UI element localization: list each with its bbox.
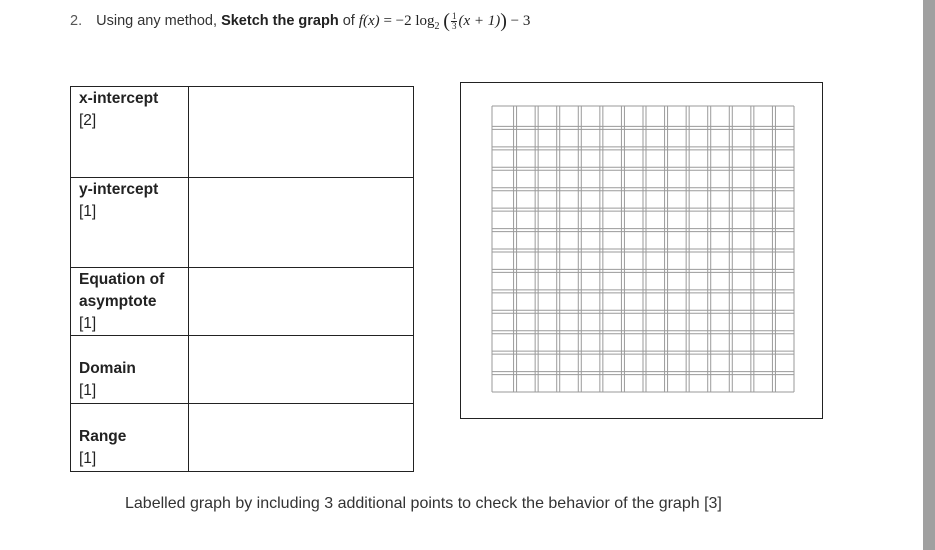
function-formula — [358, 10, 531, 32]
row-label — [71, 268, 189, 336]
fraction-numerator: 1 — [451, 11, 457, 22]
fraction-denominator: 3 — [451, 21, 457, 32]
fraction — [451, 12, 458, 31]
answer-cell-asymptote[interactable] — [188, 268, 413, 336]
graph-grid[interactable] — [461, 83, 822, 418]
graph-instruction: Labelled graph by including 3 additional points to check the behavior of the graph [3] — [125, 495, 722, 512]
row-label-text: x-intercept — [79, 90, 159, 107]
answer-cell-x-intercept[interactable] — [188, 87, 413, 178]
table-row — [71, 404, 414, 472]
row-marks: [1] — [79, 382, 97, 399]
question-instruction: Sketch the graph — [221, 13, 339, 29]
table-row — [71, 268, 414, 336]
function-lhs: f(x) — [358, 13, 380, 29]
log-base: 2 — [434, 21, 440, 32]
row-label — [71, 178, 189, 268]
coefficient: −2 — [395, 13, 412, 29]
row-label-text: Range — [79, 428, 127, 445]
graph-frame — [460, 82, 823, 419]
row-label-text: Domain — [79, 360, 136, 377]
row-marks: [2] — [79, 112, 97, 129]
row-label-text: y-intercept — [79, 181, 159, 198]
table-row — [71, 87, 414, 178]
table-row — [71, 336, 414, 404]
question-lead: Using any method, — [96, 13, 218, 29]
row-label — [71, 87, 189, 178]
inner-expression: (x + 1) — [458, 13, 501, 29]
row-marks: [1] — [79, 315, 97, 332]
row-marks: [1] — [79, 450, 97, 467]
equals-sign: = — [383, 13, 392, 29]
question-of: of — [342, 13, 355, 29]
answer-cell-y-intercept[interactable] — [188, 178, 413, 268]
row-marks: [1] — [79, 203, 97, 220]
table-row — [71, 178, 414, 268]
close-paren-icon: ) — [500, 10, 507, 32]
answer-table — [70, 86, 414, 472]
row-label-text: Equation of asymptote — [79, 271, 165, 310]
answer-cell-range[interactable] — [188, 404, 413, 472]
question-text — [70, 10, 530, 34]
row-label — [71, 404, 189, 472]
row-label — [71, 336, 189, 404]
answer-cell-domain[interactable] — [188, 336, 413, 404]
open-paren-icon: ( — [443, 10, 450, 32]
constant-term: − 3 — [510, 13, 531, 29]
scrollbar[interactable] — [923, 0, 935, 550]
log-symbol: log — [415, 13, 435, 29]
question-number: 2. — [70, 13, 83, 29]
